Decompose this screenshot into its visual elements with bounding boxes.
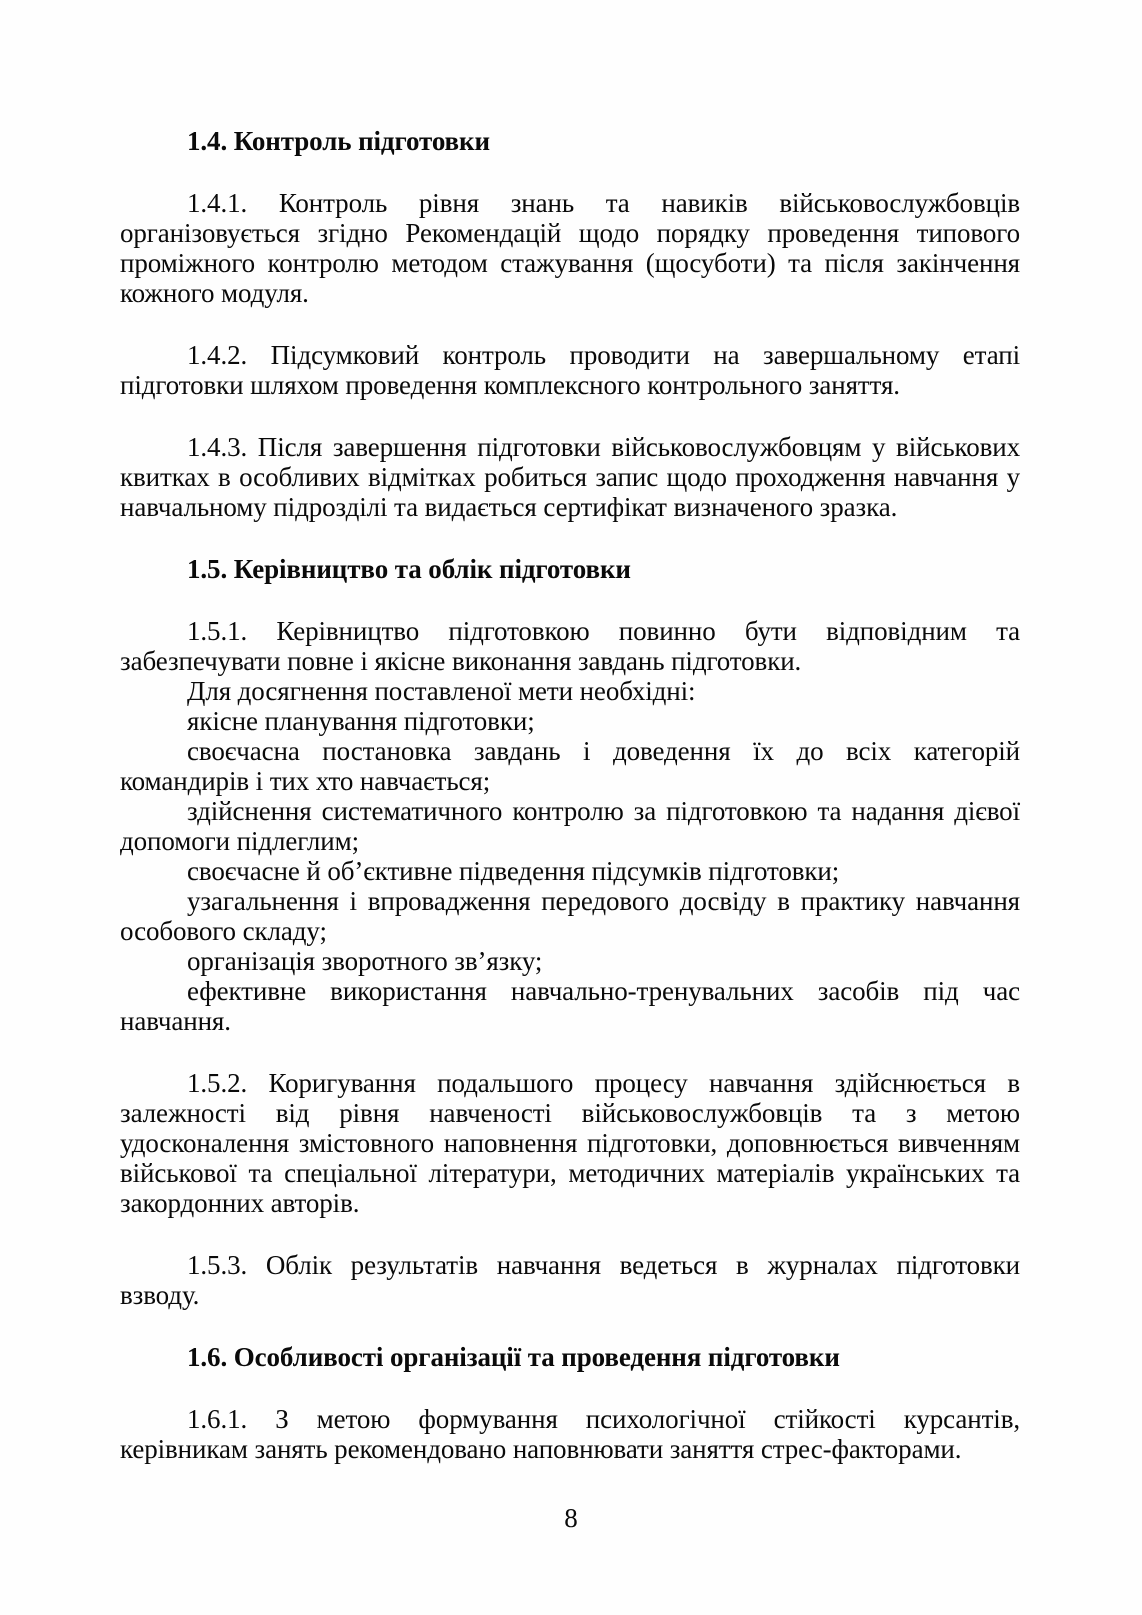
list-intro-line: Для досягнення поставленої мети необхідні: [187, 676, 696, 706]
list-item-objective-review: своєчасне й об’єктивне підведення підсумків підготовки; [187, 856, 840, 886]
paragraph-1-5-3: 1.5.3. Облік результатів навчання ведеться в журналах підготовки взводу. [120, 1250, 1020, 1310]
paragraph-1-6-1: 1.6.1. З метою формування психологічної стійкості курсантів, керівникам занять рекомендовано наповнювати заняття стрес-факторами. [120, 1404, 1020, 1464]
list-item-systematic-control: здійснення систематичного контролю за підготовкою та надання дієвої допомоги підлеглим; [120, 796, 1020, 856]
list-item-planning: якісне планування підготовки; [187, 706, 535, 736]
document-content [120, 126, 1020, 1464]
section-heading-1-5: 1.5. Керівництво та облік підготовки [187, 554, 631, 584]
list-item-task-setting: своєчасна постановка завдань і доведення їх до всіх категорій командирів і тих хто навчається; [120, 736, 1020, 796]
section-heading-1-6: 1.6. Особливості організації та проведення підготовки [187, 1342, 840, 1372]
list-item-best-practices: узагальнення і впровадження передового досвіду в практику навчання особового складу; [120, 886, 1020, 946]
paragraph-1-5-1: 1.5.1. Керівництво підготовкою повинно бути відповідним та забезпечувати повне і якісне виконання завдань підготовки. [120, 616, 1020, 676]
paragraph-1-4-1: 1.4.1. Контроль рівня знань та навиків військовослужбовців організовується згідно Рекомендацій щодо порядку проведення типового проміжного контролю методом стажування (щосуботи) та після закінчення кожного модуля. [120, 188, 1020, 308]
section-heading-1-4: 1.4. Контроль підготовки [187, 126, 490, 156]
list-item-feedback: організація зворотного зв’язку; [187, 946, 543, 976]
paragraph-1-4-3: 1.4.3. Після завершення підготовки військовослужбовцям у військових квитках в особливих відмітках робиться запис щодо проходження навчання у навчальному підрозділі та видається сертифікат визначеного зразка. [120, 432, 1020, 522]
page-number: 8 [564, 1503, 578, 1533]
paragraph-1-4-2: 1.4.2. Підсумковий контроль проводити на завершальному етапі підготовки шляхом проведення комплексного контрольного заняття. [120, 340, 1020, 400]
list-item-training-aids: ефективне використання навчально-тренувальних засобів під час навчання. [120, 976, 1020, 1036]
paragraph-1-5-2: 1.5.2. Коригування подальшого процесу навчання здійснюється в залежності від рівня навченості військовослужбовців та з метою удосконалення змістовного наповнення підготовки, доповнюється вивченням військової та спеціальної літератури, методичних матеріалів українських та закордонних авторів. [120, 1068, 1020, 1218]
